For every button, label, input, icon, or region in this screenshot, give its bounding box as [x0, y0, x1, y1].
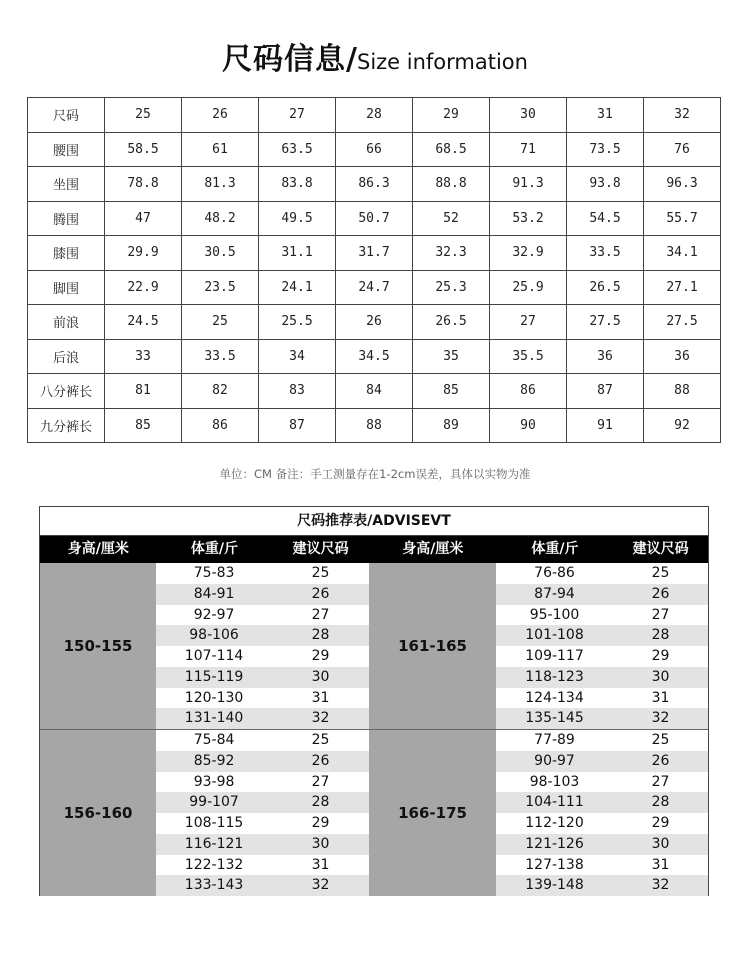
weight-range: 118-123: [525, 668, 584, 685]
height-range-label: 150-155: [40, 563, 156, 729]
weight-range: 116-121: [184, 835, 244, 852]
size-recommendation-table: [39, 506, 709, 896]
table-cell: 32.3: [413, 236, 490, 271]
size-table-row: [28, 270, 721, 305]
recommended-size: 31: [311, 689, 330, 706]
table-cell: 53.2: [490, 201, 567, 236]
measurement-note: 单位：CM 备注：手工测量存在1-2cm误差，具体以实物为准: [219, 467, 531, 481]
recommended-size: 28: [651, 627, 670, 644]
row-label: 八分裤长: [28, 374, 105, 409]
weight-range: 127-138: [525, 856, 584, 873]
weight-range: 124-134: [525, 689, 584, 706]
weight-range: 112-120: [525, 815, 584, 831]
weight-range: 87-94: [534, 585, 575, 602]
row-label: 腾围: [28, 201, 105, 236]
weight-range: 85-92: [193, 752, 235, 769]
table-cell: 28: [336, 98, 413, 133]
header-size-right: 建议尺码: [632, 541, 689, 557]
recommendation-row: [496, 834, 708, 855]
table-cell: 30.5: [182, 236, 259, 271]
recommendation-row: [156, 584, 369, 605]
recommendation-row: [496, 855, 708, 876]
recommended-size: 28: [311, 627, 330, 644]
page-title: [0, 34, 750, 78]
weight-range: 139-148: [525, 877, 584, 894]
table-cell: 89: [413, 408, 490, 443]
recommendation-row: [496, 730, 708, 751]
table-cell: 55.7: [644, 201, 721, 236]
table-cell: 31.7: [336, 236, 413, 271]
weight-range: 99-107: [189, 794, 239, 811]
recommendation-header-row: [40, 536, 708, 563]
weight-range: 98-106: [189, 627, 239, 644]
weight-range: 77-89: [534, 732, 575, 748]
table-cell: 27: [490, 305, 567, 340]
recommendation-row: [496, 584, 708, 605]
table-cell: 87: [567, 374, 644, 409]
recommendation-row: [496, 688, 708, 709]
recommended-size: 26: [651, 752, 670, 769]
table-cell: 85: [413, 374, 490, 409]
recommendation-row: [496, 625, 708, 646]
recommended-size: 27: [651, 606, 670, 623]
table-cell: 24.5: [105, 305, 182, 340]
table-cell: 35.5: [490, 339, 567, 374]
size-table-row: [28, 236, 721, 271]
recommended-size: 27: [311, 773, 330, 790]
recommendation-row: [156, 834, 369, 855]
height-group-row: [40, 563, 708, 729]
table-cell: 93.8: [567, 167, 644, 202]
recommendation-row: [156, 751, 369, 772]
table-cell: 58.5: [105, 132, 182, 167]
table-cell: 87: [259, 408, 336, 443]
recommendation-row: [496, 875, 708, 896]
recommended-size: 25: [651, 732, 670, 748]
table-cell: 54.5: [567, 201, 644, 236]
weight-range: 133-143: [184, 877, 244, 894]
recommended-size: 29: [311, 648, 330, 664]
height-range-label: 166-175: [369, 730, 496, 896]
row-label: 坐围: [28, 167, 105, 202]
weight-range: 107-114: [184, 648, 244, 664]
recommendation-row: [156, 730, 369, 751]
header-height-right: 身高/厘米: [402, 541, 464, 557]
table-cell: 26: [336, 305, 413, 340]
row-label: 后浪: [28, 339, 105, 374]
table-cell: 33.5: [182, 339, 259, 374]
table-cell: 23.5: [182, 270, 259, 305]
table-cell: 85: [105, 408, 182, 443]
table-cell: 29: [413, 98, 490, 133]
weight-range: 93-98: [193, 773, 235, 790]
table-cell: 25.3: [413, 270, 490, 305]
recommendation-row: [156, 855, 369, 876]
weight-range: 95-100: [529, 606, 580, 623]
table-cell: 24.1: [259, 270, 336, 305]
weight-range: 109-117: [525, 648, 584, 664]
size-table-row: [28, 305, 721, 340]
recommendation-row: [496, 813, 708, 834]
table-cell: 91: [567, 408, 644, 443]
title-separator: /: [346, 42, 357, 77]
weight-range: 98-103: [529, 773, 580, 790]
recommendation-row: [496, 792, 708, 813]
table-cell: 27.5: [644, 305, 721, 340]
table-cell: 25.5: [259, 305, 336, 340]
weight-range: 115-119: [184, 668, 244, 685]
row-label: 腰围: [28, 132, 105, 167]
recommended-size: 30: [651, 668, 670, 685]
recommendation-row: [156, 667, 369, 688]
weight-size-list: [156, 730, 369, 896]
recommendation-row: [496, 751, 708, 772]
recommendation-row: [156, 875, 369, 896]
table-cell: 63.5: [259, 132, 336, 167]
recommended-size: 27: [311, 606, 330, 623]
recommended-size: 32: [651, 877, 670, 894]
table-cell: 81.3: [182, 167, 259, 202]
table-cell: 36: [567, 339, 644, 374]
height-group-row: [40, 729, 708, 896]
weight-size-list: [156, 563, 369, 729]
recommendation-row: [496, 667, 708, 688]
weight-range: 90-97: [534, 752, 575, 769]
table-cell: 33.5: [567, 236, 644, 271]
recommendation-row: [156, 772, 369, 793]
header-height-left: 身高/厘米: [67, 541, 129, 557]
table-cell: 34: [259, 339, 336, 374]
header-size-left: 建议尺码: [292, 541, 349, 557]
table-cell: 22.9: [105, 270, 182, 305]
recommended-size: 25: [651, 565, 670, 581]
recommended-size: 31: [311, 856, 330, 873]
table-cell: 34.1: [644, 236, 721, 271]
recommendation-row: [496, 605, 708, 626]
table-cell: 24.7: [336, 270, 413, 305]
table-cell: 33: [105, 339, 182, 374]
table-cell: 81: [105, 374, 182, 409]
recommended-size: 25: [311, 565, 330, 581]
recommended-size: 28: [311, 794, 330, 811]
size-table-row: [28, 132, 721, 167]
recommended-size: 32: [651, 710, 670, 727]
table-cell: 86: [490, 374, 567, 409]
table-cell: 71: [490, 132, 567, 167]
table-cell: 27: [259, 98, 336, 133]
row-label: 九分裤长: [28, 408, 105, 443]
recommendation-row: [156, 646, 369, 667]
recommended-size: 32: [311, 710, 330, 727]
table-cell: 36: [644, 339, 721, 374]
recommendation-row: [496, 563, 708, 584]
row-label: 前浪: [28, 305, 105, 340]
weight-range: 122-132: [184, 856, 244, 873]
weight-range: 135-145: [525, 710, 584, 727]
recommendation-row: [496, 772, 708, 793]
table-cell: 88: [336, 408, 413, 443]
weight-size-list: [496, 563, 708, 729]
recommended-size: 26: [651, 585, 670, 602]
table-cell: 92: [644, 408, 721, 443]
table-cell: 88.8: [413, 167, 490, 202]
weight-range: 76-86: [534, 565, 575, 581]
recommended-size: 27: [651, 773, 670, 790]
table-cell: 47: [105, 201, 182, 236]
size-info-table: [27, 97, 721, 443]
recommendation-row: [156, 708, 369, 729]
table-cell: 25: [105, 98, 182, 133]
table-cell: 31: [567, 98, 644, 133]
table-cell: 34.5: [336, 339, 413, 374]
recommended-size: 30: [311, 668, 330, 685]
table-cell: 66: [336, 132, 413, 167]
recommendation-row: [156, 625, 369, 646]
table-cell: 86: [182, 408, 259, 443]
table-cell: 25: [182, 305, 259, 340]
table-cell: 26.5: [567, 270, 644, 305]
table-cell: 76: [644, 132, 721, 167]
table-cell: 78.8: [105, 167, 182, 202]
table-cell: 27.5: [567, 305, 644, 340]
weight-range: 75-84: [193, 732, 235, 748]
recommended-size: 29: [651, 815, 670, 831]
table-cell: 73.5: [567, 132, 644, 167]
table-cell: 32.9: [490, 236, 567, 271]
recommended-size: 26: [311, 585, 330, 602]
table-cell: 25.9: [490, 270, 567, 305]
size-table-row: [28, 374, 721, 409]
recommendation-row: [156, 792, 369, 813]
table-cell: 96.3: [644, 167, 721, 202]
recommendation-row: [156, 563, 369, 584]
weight-range: 104-111: [525, 794, 584, 811]
recommendation-row: [156, 605, 369, 626]
weight-range: 121-126: [525, 835, 584, 852]
recommendation-row: [156, 813, 369, 834]
table-cell: 31.1: [259, 236, 336, 271]
weight-range: 131-140: [184, 710, 244, 727]
recommended-size: 25: [311, 732, 330, 748]
recommended-size: 31: [651, 689, 670, 706]
row-label: 膝围: [28, 236, 105, 271]
recommended-size: 30: [311, 835, 330, 852]
table-cell: 32: [644, 98, 721, 133]
recommended-size: 31: [651, 856, 670, 873]
header-weight-right: 体重/斤: [531, 541, 579, 557]
table-cell: 83: [259, 374, 336, 409]
size-table-row: [28, 201, 721, 236]
recommended-size: 28: [651, 794, 670, 811]
recommendation-row: [496, 708, 708, 729]
recommended-size: 29: [651, 648, 670, 664]
table-cell: 84: [336, 374, 413, 409]
title-english: Size information: [356, 50, 528, 74]
table-cell: 35: [413, 339, 490, 374]
table-cell: 90: [490, 408, 567, 443]
size-header-row: [28, 98, 721, 133]
title-chinese: 尺码信息: [222, 42, 347, 77]
weight-size-list: [496, 730, 708, 896]
table-cell: 29.9: [105, 236, 182, 271]
table-cell: 61: [182, 132, 259, 167]
recommended-size: 30: [651, 835, 670, 852]
size-table-row: [28, 167, 721, 202]
row-label: 脚围: [28, 270, 105, 305]
height-range-label: 156-160: [40, 730, 156, 896]
header-weight-left: 体重/斤: [190, 541, 239, 557]
table-cell: 82: [182, 374, 259, 409]
table-cell: 30: [490, 98, 567, 133]
table-cell: 49.5: [259, 201, 336, 236]
recommendation-row: [496, 646, 708, 667]
recommendation-row: [156, 688, 369, 709]
table-cell: 86.3: [336, 167, 413, 202]
weight-range: 92-97: [193, 606, 235, 623]
table-cell: 83.8: [259, 167, 336, 202]
table-cell: 48.2: [182, 201, 259, 236]
size-table-row: [28, 408, 721, 443]
weight-range: 120-130: [184, 689, 244, 706]
height-range-label: 161-165: [369, 563, 496, 729]
recommended-size: 29: [311, 815, 330, 831]
table-cell: 26: [182, 98, 259, 133]
table-cell: 88: [644, 374, 721, 409]
table-cell: 27.1: [644, 270, 721, 305]
weight-range: 108-115: [184, 815, 244, 831]
row-label: 尺码: [28, 98, 105, 133]
recommendation-title: 尺码推荐表/ADVISEVT: [40, 507, 708, 536]
table-cell: 50.7: [336, 201, 413, 236]
weight-range: 75-83: [193, 565, 235, 581]
table-cell: 91.3: [490, 167, 567, 202]
recommended-size: 26: [311, 752, 330, 769]
weight-range: 84-91: [193, 585, 235, 602]
weight-range: 101-108: [525, 627, 584, 644]
table-cell: 68.5: [413, 132, 490, 167]
recommended-size: 32: [311, 877, 330, 894]
table-cell: 26.5: [413, 305, 490, 340]
size-table-row: [28, 339, 721, 374]
table-cell: 52: [413, 201, 490, 236]
